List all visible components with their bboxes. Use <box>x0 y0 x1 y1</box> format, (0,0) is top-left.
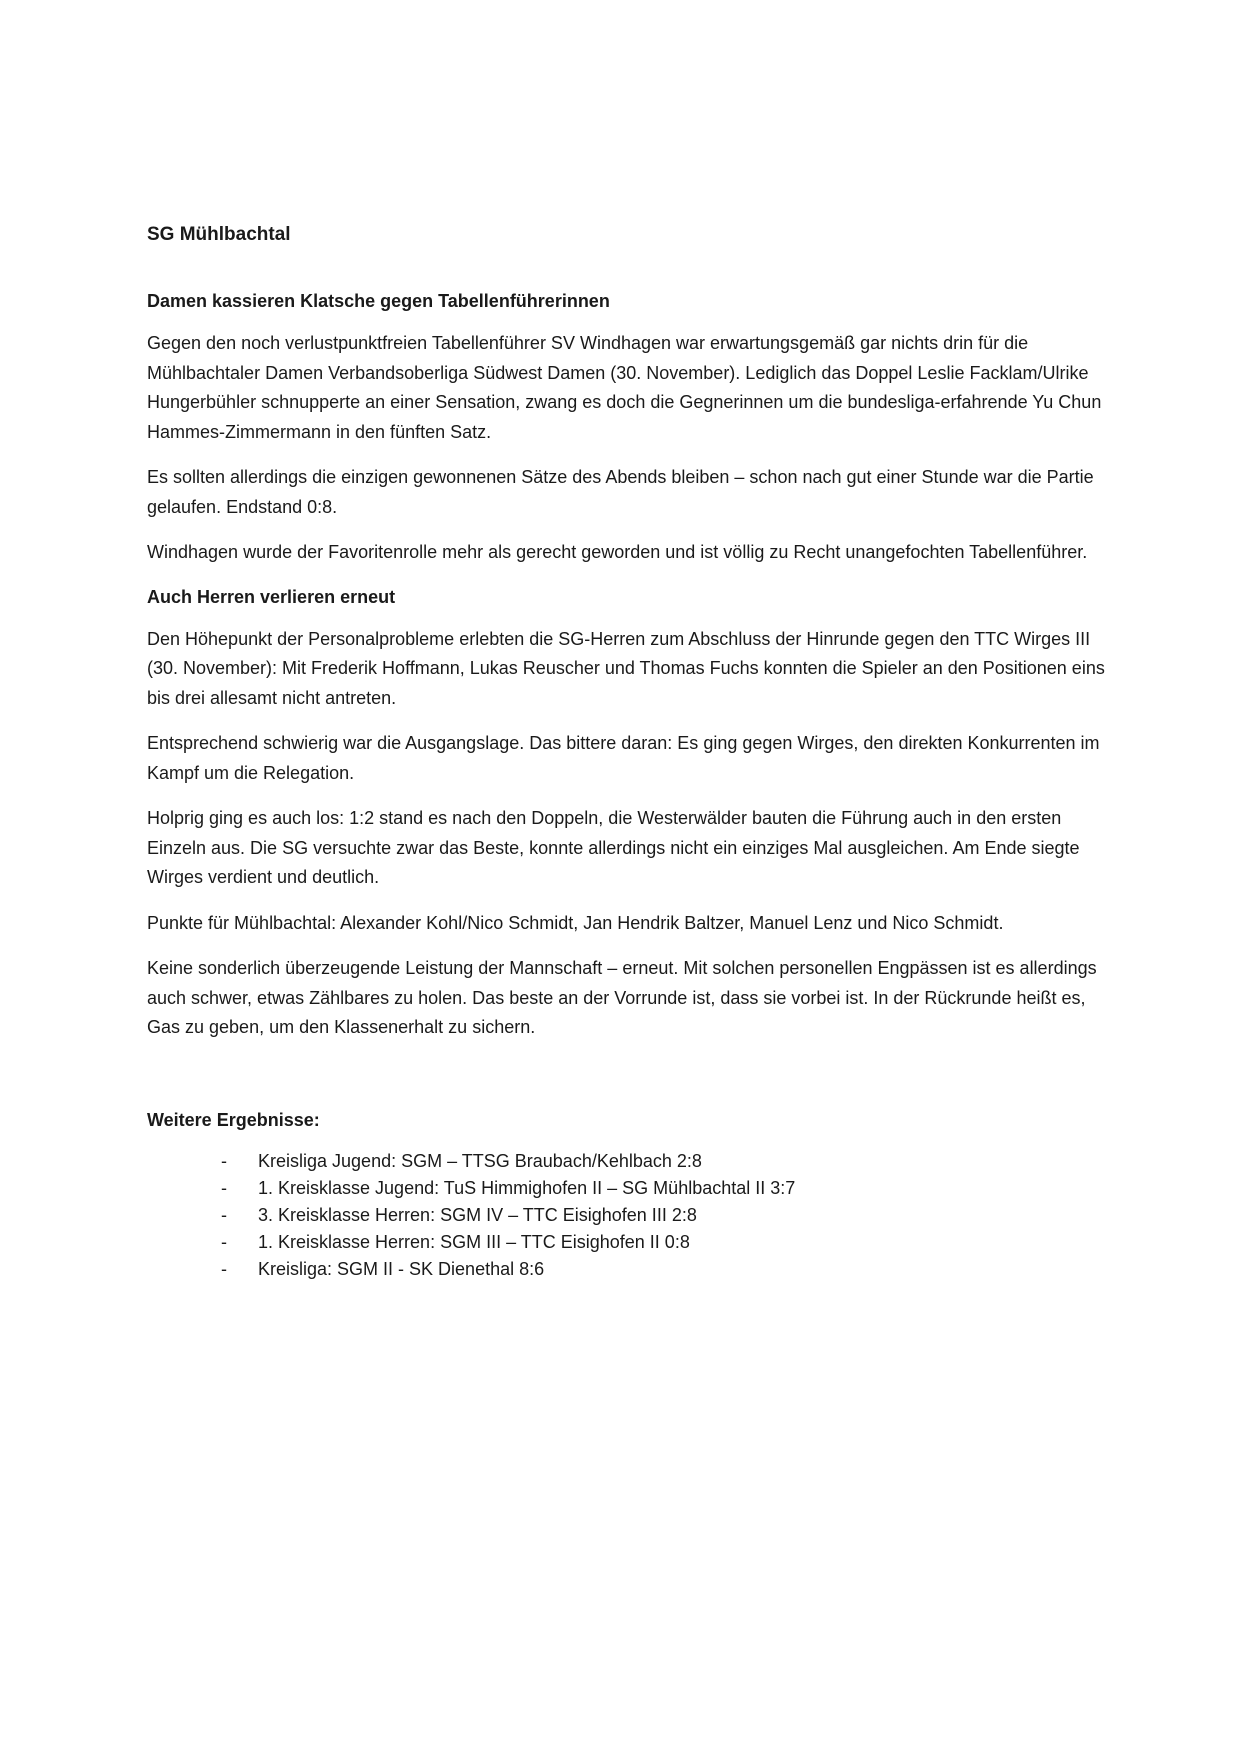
document-title: SG Mühlbachtal <box>147 224 291 245</box>
result-text: Kreisliga Jugend: SGM – TTSG Braubach/Kehlbach 2:8 <box>258 1150 702 1171</box>
results-list-item <box>221 1229 1107 1256</box>
result-text: 1. Kreisklasse Jugend: TuS Himmighofen II – SG Mühlbachtal II 3:7 <box>258 1177 796 1198</box>
damen-heading: Damen kassieren Klatsche gegen Tabellenführerinnen <box>147 291 610 311</box>
herren-heading: Auch Herren verlieren erneut <box>147 586 396 607</box>
result-text: 1. Kreisklasse Herren: SGM III – TTC Eisighofen II 0:8 <box>258 1231 690 1252</box>
herren-paragraph-4: Punkte für Mühlbachtal: Alexander Kohl/Nico Schmidt, Jan Hendrik Baltzer, Manuel Lenz und Nico Schmidt. <box>147 912 1004 933</box>
document-page <box>147 222 1107 1283</box>
bullet-dash: - <box>221 1204 227 1225</box>
bullet-dash: - <box>221 1150 227 1171</box>
damen-paragraph-2: Es sollten allerdings die einzigen gewonnenen Sätze des Abends bleiben – schon nach gut einer Stunde war die Partie gelaufen. Endstand 0:8. <box>147 467 1094 517</box>
results-list-item <box>221 1148 1107 1175</box>
bullet-dash: - <box>221 1231 227 1252</box>
herren-paragraph-5: Keine sonderlich überzeugende Leistung der Mannschaft – erneut. Mit solchen personellen Engpässen ist es allerdings auch schwer, etwas Zählbares zu holen. Das beste an der Vorrunde ist, dass sie vorbei ist. In der Rückrunde heißt es, Gas zu geben, um den Klassenerhalt zu sichern. <box>147 958 1097 1037</box>
result-text: 3. Kreisklasse Herren: SGM IV – TTC Eisighofen III 2:8 <box>258 1204 697 1225</box>
bullet-dash: - <box>221 1177 227 1198</box>
section-spacer <box>147 1059 1107 1107</box>
herren-paragraph-1: Den Höhepunkt der Personalprobleme erlebten die SG-Herren zum Abschluss der Hinrunde gegen den TTC Wirges III (30. November): Mit Frederik Hoffmann, Lukas Reuscher und Thomas Fuchs konnten die Spieler an den Positionen eins bis drei allesamt nicht antreten. <box>147 628 1105 708</box>
results-heading: Weitere Ergebnisse: <box>147 1109 320 1130</box>
result-text: Kreisliga: SGM II - SK Dienethal 8:6 <box>258 1258 545 1279</box>
results-list-item <box>221 1256 1107 1283</box>
results-list-item <box>221 1202 1107 1229</box>
results-list <box>147 1148 1107 1283</box>
results-list-item <box>221 1175 1107 1202</box>
damen-paragraph-3: Windhagen wurde der Favoritenrolle mehr als gerecht geworden und ist völlig zu Recht unangefochten Tabellenführer. <box>147 542 1088 562</box>
herren-paragraph-3: Holprig ging es auch los: 1:2 stand es nach den Doppeln, die Westerwälder bauten die Führung auch in den ersten Einzeln aus. Die SG versuchte zwar das Beste, konnte allerdings nicht ein einziges Mal ausgleichen. Am Ende siegte Wirges verdient und deutlich. <box>147 808 1080 887</box>
herren-paragraph-2: Entsprechend schwierig war die Ausgangslage. Das bittere daran: Es ging gegen Wirges, den direkten Konkurrenten im Kampf um die Relegation. <box>147 733 1100 783</box>
damen-paragraph-1: Gegen den noch verlustpunktfreien Tabellenführer SV Windhagen war erwartungsgemäß gar nichts drin für die Mühlbachtaler Damen Verbandsoberliga Südwest Damen (30. November). Lediglich das Doppel Leslie Facklam/Ulrike Hungerbühler schnupperte an einer Sensation, zwang es doch die Gegnerinnen um die bundesliga-erfahrende Yu Chun Hammes-Zimmermann in den fünften Satz. <box>147 333 1102 442</box>
bullet-dash: - <box>221 1258 227 1279</box>
